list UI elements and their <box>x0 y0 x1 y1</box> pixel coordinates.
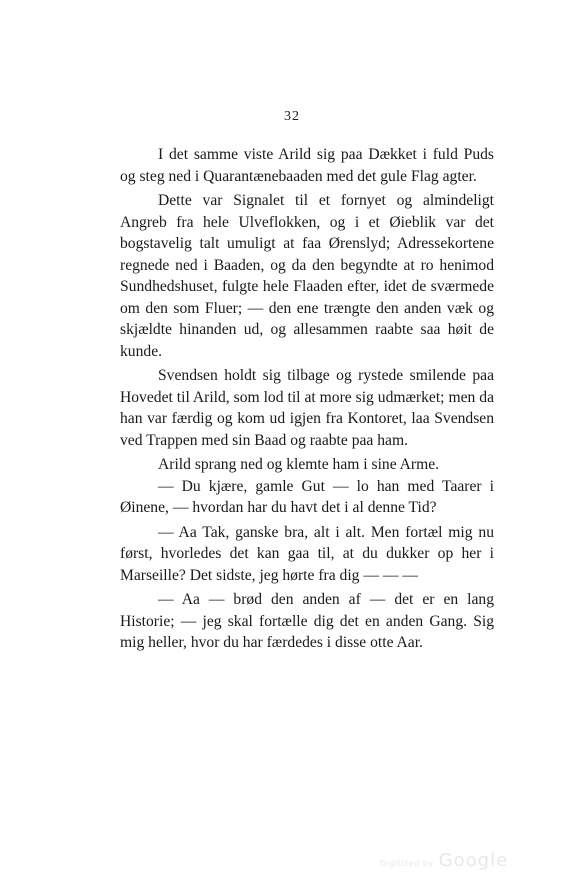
digitization-watermark <box>380 850 508 871</box>
paragraph: Dette var Signalet til et fornyet og almindeligt Angreb fra hele Ulveflokken, og i et Øieblik var det bogstavelig talt umuligt at faa Ørenslyd; Adressekortene regnede ned i Baaden, og da den begyndte at ro henimod Sundhedshuset, fulgte hele Flaaden efter, idet de sværmede om den som Fluer; — den ene trængte den anden væk og skjældte hinanden ud, og allesammen raabte saa høit de kunde. <box>120 192 494 360</box>
watermark-prefix: Digitized by <box>380 859 434 868</box>
paragraph: — Aa Tak, ganske bra, alt i alt. Men fortæl mig nu først, hvorledes det kan gaa til, at du dukker op her i Marseille? Det sidste, jeg hørte fra dig — — — <box>120 523 494 584</box>
paragraph: Arild sprang ned og klemte ham i sine Arme. <box>158 456 440 473</box>
paragraph: Svendsen holdt sig tilbage og rystede smilende paa Hovedet til Arild, som lod til at more sig udmærket; men da han var færdig og kom ud igjen fra Kontoret, laa Svendsen ved Trappen med sin Baad og raabte paa ham. <box>120 367 494 449</box>
body-text <box>120 144 494 654</box>
paragraph: — Aa — brød den anden af — det er en lang Historie; — jeg skal fortælle dig det en anden Gang. Sig mig heller, hvor du har færdedes i disse otte Aar. <box>120 591 494 651</box>
paragraph: — Du kjære, gamle Gut — lo han med Taarer i Øinene, — hvordan har du havt det i al denne Tid? <box>120 477 494 516</box>
watermark-brand: Google <box>438 850 509 871</box>
paragraph: I det samme viste Arild sig paa Dækket i fuld Puds og steg ned i Quarantænebaaden med det gule Flag agter. <box>120 146 494 185</box>
page-number: 32 <box>284 109 300 124</box>
